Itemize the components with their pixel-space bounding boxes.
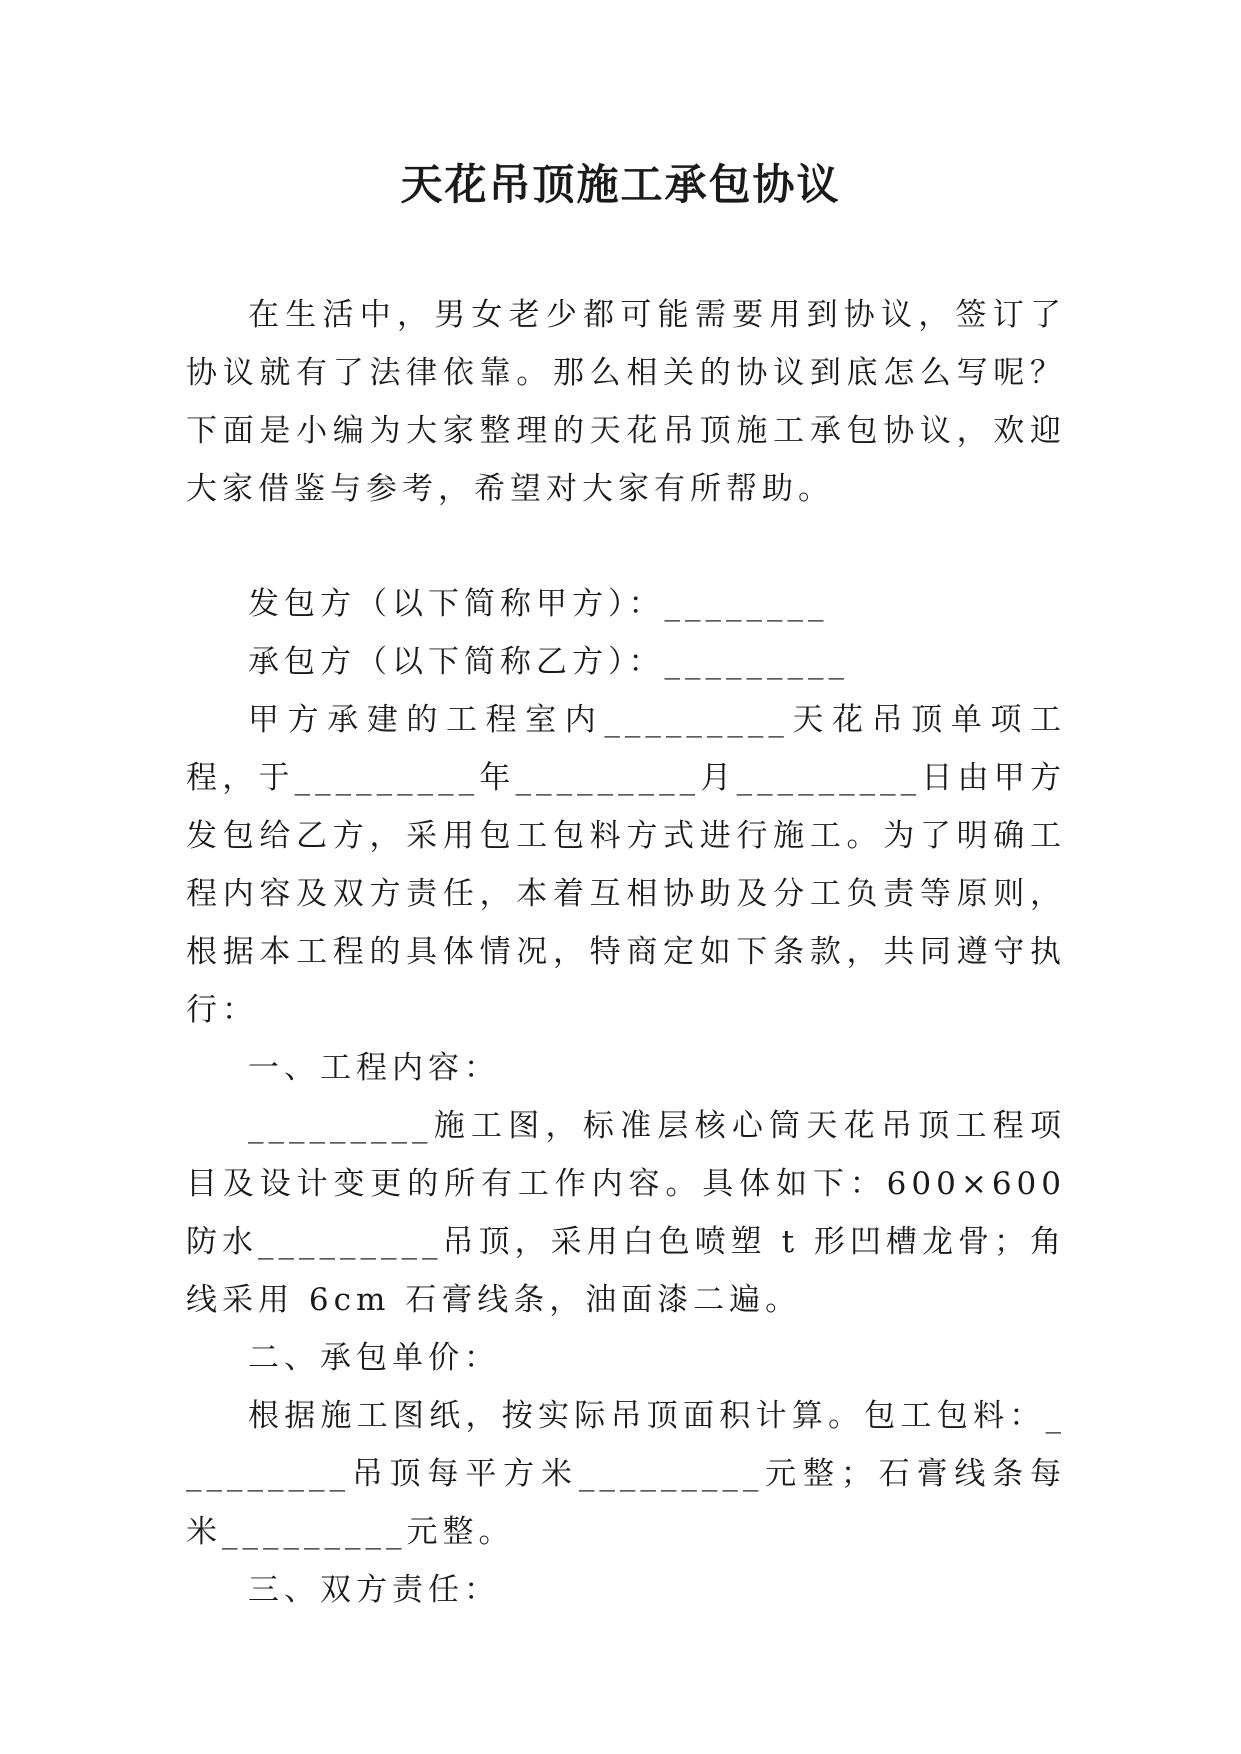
section-heading-scope: 一、工程内容：	[248, 1050, 500, 1086]
section-heading-responsibilities: 三、双方责任：	[248, 1572, 500, 1608]
section-heading-price: 二、承包单价：	[248, 1340, 500, 1376]
preamble-paragraph: 甲方承建的工程室内_________天花吊顶单项工程，于_________年_________月_________日由甲方发包给乙方，采用包工包料方式进行施工。为了明确工程内容及双方责任，本着互相协助及分工负责等原则，根据本工程的具体情况，特商定如下条款，共同遵守执行：	[186, 702, 1066, 1028]
party-b-line: 承包方（以下简称乙方）：_________	[248, 644, 849, 680]
price-paragraph: 根据施工图纸，按实际吊顶面积计算。包工包料：_________吊顶每平方米_________元整；石膏线条每米_________元整。	[186, 1398, 1066, 1550]
document-title: 天花吊顶施工承包协议	[400, 160, 841, 209]
party-a-line: 发包方（以下简称甲方）：________	[248, 586, 829, 622]
intro-paragraph: 在生活中，男女老少都可能需要用到协议，签订了协议就有了法律依靠。那么相关的协议到底怎么写呢？下面是小编为大家整理的天花吊顶施工承包协议，欢迎大家借鉴与参考，希望对大家有所帮助。	[186, 297, 1066, 507]
document-body	[186, 286, 1066, 1619]
scope-paragraph: _________施工图，标准层核心筒天花吊顶工程项目及设计变更的所有工作内容。具体如下：600×600 防水_________吊顶，采用白色喷塑 t 形凹槽龙骨；角线采用 6cm 石膏线条，油面漆二遍。	[186, 1108, 1066, 1318]
